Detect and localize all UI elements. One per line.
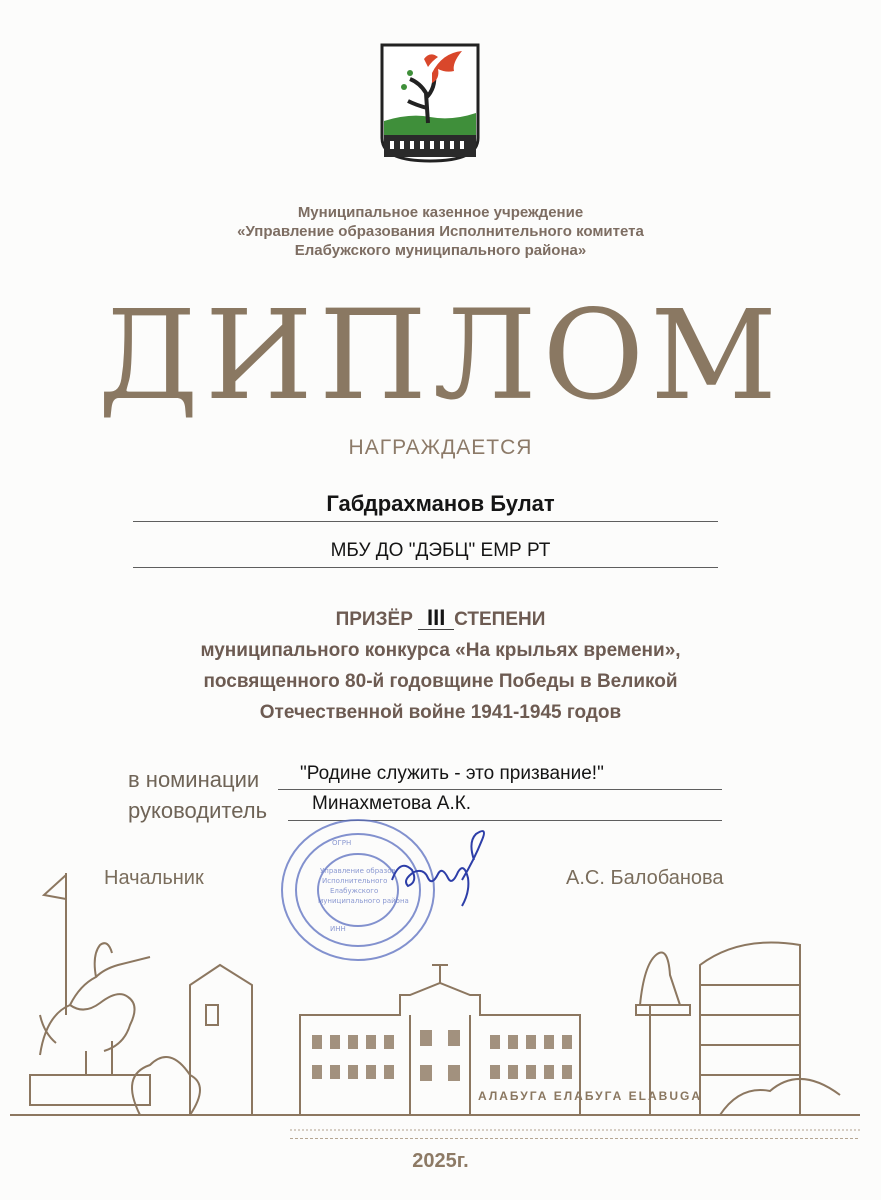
prize-block	[0, 604, 881, 728]
prize-line-2: муниципального конкурса «На крыльях времени»,	[200, 640, 681, 661]
svg-text:Исполнительного: Исполнительного	[322, 877, 388, 885]
org-line-3: Елабужского муниципального района»	[294, 242, 587, 259]
org-line-2: «Управление образования Исполнительного комитета	[237, 223, 644, 240]
svg-text:Елабужского: Елабужского	[330, 887, 379, 895]
prize-suffix: СТЕПЕНИ	[454, 609, 546, 630]
supervisor-label: руководитель	[128, 798, 268, 823]
nomination-label: в номинации	[128, 767, 260, 792]
recipient-institution: МБУ ДО "ДЭБЦ" ЕМР РТ	[330, 540, 551, 561]
prize-line-3: посвященного 80-й годовщине Победы в Великой	[203, 671, 678, 692]
footer-divider	[290, 1138, 858, 1139]
recipient-name: Габдрахманов Булат	[326, 491, 555, 516]
svg-text:Управление образов: Управление образов	[320, 867, 396, 875]
recipient-underline	[133, 521, 718, 522]
institution-underline	[133, 567, 718, 568]
diploma-year: 2025г.	[412, 1150, 469, 1172]
prize-prefix: ПРИЗЁР	[335, 609, 413, 630]
nomination-value: "Родине служить - это призвание!"	[300, 763, 604, 784]
signature-position: Начальник	[104, 867, 204, 889]
supervisor-value: Минахметова А.К.	[312, 793, 472, 814]
nomination-underline	[278, 789, 722, 790]
svg-text:муниципального района: муниципального района	[318, 897, 409, 905]
prize-line-4: Отечественной войне 1941-1945 годов	[259, 702, 622, 723]
prize-degree: III	[418, 607, 454, 630]
organization-header	[0, 203, 881, 260]
diploma-title: ДИПЛОМ	[97, 284, 784, 428]
org-line-1: Муниципальное казенное учреждение	[297, 204, 584, 221]
svg-text:ИНН: ИНН	[330, 925, 346, 933]
prize-line-1	[0, 604, 881, 635]
city-band-text: АЛАБУГА ЕЛАБУГА ELABUGA	[478, 1089, 702, 1103]
coat-of-arms-emblem	[380, 43, 480, 163]
signatory-name: А.С. Балобанова	[566, 867, 724, 889]
svg-text:ОГРН: ОГРН	[332, 839, 352, 847]
awarded-label: НАГРАЖДАЕТСЯ	[348, 436, 533, 459]
city-skyline-illustration	[0, 865, 881, 1165]
